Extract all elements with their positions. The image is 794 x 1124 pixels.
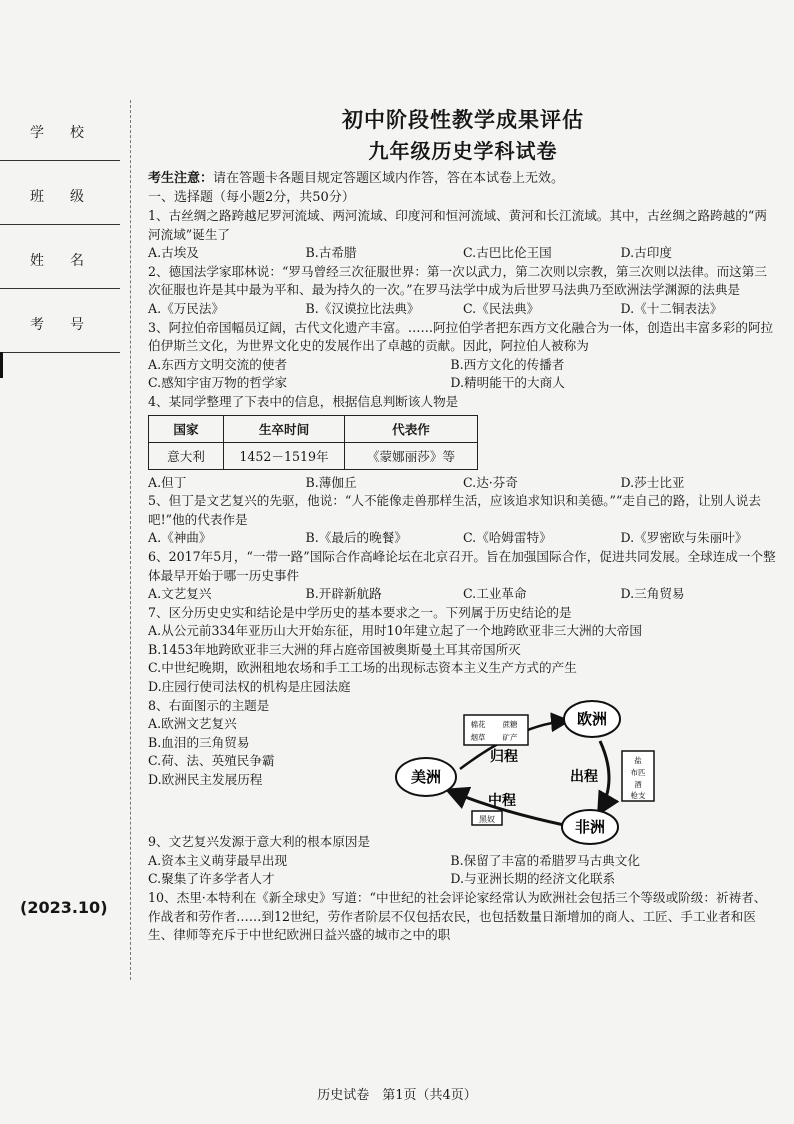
question-9-options — [148, 852, 778, 889]
question-5-options — [148, 529, 778, 548]
section-title: 一、选择题（每小题2分，共50分） — [148, 190, 355, 205]
return-good: 烟草 — [470, 733, 486, 743]
option-d[interactable]: D.庄园行使司法权的机构是庄园法庭 — [148, 679, 351, 695]
margin-mark — [0, 352, 3, 378]
option-b[interactable]: B.《最后的晚餐》 — [305, 530, 407, 546]
option-c[interactable]: C.《民法典》 — [463, 300, 540, 316]
option-a[interactable]: A.但丁 — [148, 474, 187, 490]
class-label: 班级 — [30, 189, 110, 205]
exam-number-field[interactable] — [0, 292, 120, 353]
option-b[interactable]: B.薄伽丘 — [305, 474, 357, 490]
option-c[interactable]: C.工业革命 — [463, 586, 527, 602]
notice-label: 考生注意： — [148, 171, 214, 186]
option-b[interactable]: B.《汉谟拉比法典》 — [305, 300, 420, 316]
option-a[interactable]: A.从公元前334年亚历山大开始东征，用时10年建立起了一个地跨欧亚非三大洲的大帝国 — [148, 623, 642, 639]
out-good: 枪支 — [630, 791, 646, 801]
person-info-table — [148, 415, 478, 470]
option-c[interactable]: C.聚集了许多学者人才 — [148, 871, 275, 887]
option-d[interactable]: D.《罗密欧与朱丽叶》 — [620, 530, 748, 546]
exam-number-label: 考号 — [30, 317, 110, 333]
option-c[interactable]: C.荷、法、英殖民争霸 — [148, 753, 275, 769]
america-label: 美洲 — [410, 768, 442, 787]
question-8-stem: 8、右面图示的主题是 — [148, 697, 270, 713]
option-b[interactable]: B.血泪的三角贸易 — [148, 734, 250, 750]
option-b[interactable]: B.开辟新航路 — [305, 586, 382, 602]
question-8-options — [148, 715, 368, 789]
name-label: 姓名 — [30, 253, 110, 269]
option-b[interactable]: B.1453年地跨欧亚非三大洲的拜占庭帝国被奥斯曼土耳其帝国所灭 — [148, 641, 521, 657]
question-6-stem: 6、2017年5月，“一带一路”国际合作高峰论坛在北京召开。旨在加强国际合作，促进共同发展。全球连成一个整体最早开始于哪一历史事件 — [148, 548, 776, 583]
option-a[interactable]: A.文艺复兴 — [148, 586, 212, 602]
page-subtitle: 九年级历史学科试卷 — [368, 139, 558, 163]
return-good: 矿产 — [502, 733, 518, 743]
return-good: 蔗糖 — [502, 720, 518, 730]
table-header-cell: 代表作 — [345, 415, 478, 442]
option-a[interactable]: A.《万民法》 — [148, 300, 225, 316]
option-d[interactable]: D.莎士比亚 — [620, 474, 685, 490]
option-a[interactable]: A.《神曲》 — [148, 530, 212, 546]
question-9-stem: 9、文艺复兴发源于意大利的根本原因是 — [148, 834, 371, 850]
question-3-options — [148, 356, 778, 393]
table-header-cell: 国家 — [149, 415, 224, 442]
page-title: 初中阶段性教学成果评估 — [342, 107, 584, 132]
question-3-stem: 3、阿拉伯帝国幅员辽阔，古代文化遗产丰富。……阿拉伯学者把东西方文化融合为一体，创造出丰富多彩的阿拉伯伊斯兰文化，为世界文化史的发展作出了卓越的贡献。因此，阿拉伯人被称为 — [148, 319, 774, 354]
return-good: 棉花 — [470, 720, 486, 730]
option-b[interactable]: B.保留了丰富的希腊罗马古典文化 — [450, 852, 640, 868]
question-1-stem: 1、古丝绸之路跨越尼罗河流域、两河流域、印度河和恒河流域、黄河和长江流域。其中，古丝绸之路跨越的“两河流域”诞生了 — [148, 208, 767, 242]
table-cell: 1452－1519年 — [224, 442, 345, 469]
exam-date: (2023.10) — [20, 898, 108, 917]
out-good: 布匹 — [630, 768, 646, 778]
option-d[interactable]: D.《十二铜表法》 — [620, 300, 723, 316]
triangular-trade-diagram — [368, 685, 658, 845]
exam-info-sidebar — [0, 100, 136, 980]
option-d[interactable]: D.古印度 — [620, 245, 672, 261]
table-header-row — [149, 415, 478, 442]
option-a[interactable]: A.东西方文明交流的使者 — [148, 356, 288, 372]
page-footer: 历史试卷 第1页（共4页） — [317, 1088, 477, 1103]
out-good: 酒 — [634, 780, 642, 790]
table-cell: 《蒙娜丽莎》等 — [345, 442, 478, 469]
option-a[interactable]: A.资本主义萌芽最早出现 — [148, 852, 288, 868]
question-2-stem: 2、德国法学家耶林说：“罗马曾经三次征服世界：第一次以武力，第二次则以宗教，第三次则以法律。而这第三次征服也许是其中最为平和、最为持久的一次。”在罗马法学中成为后世罗马法典乃至欧洲法学渊源的法典是 — [148, 263, 767, 298]
option-b[interactable]: B.古希腊 — [305, 245, 357, 261]
option-c[interactable]: C.中世纪晚期，欧洲租地农场和手工工场的出现标志资本主义生产方式的产生 — [148, 660, 577, 676]
out-leg-arrow — [600, 741, 609, 811]
question-4-stem: 4、某同学整理了下表中的信息，根据信息判断该人物是 — [148, 393, 459, 409]
question-5-stem: 5、但丁是文艺复兴的先驱，他说：“人不能像走兽那样生活，应该追求知识和美德。”“走自己的路，让别人说去吧!”他的代表作是 — [148, 493, 761, 527]
name-field[interactable] — [0, 228, 120, 289]
return-leg-label: 归程 — [490, 749, 518, 766]
option-a[interactable]: A.欧洲文艺复兴 — [148, 716, 237, 732]
question-2-options — [148, 300, 778, 319]
option-d[interactable]: D.与亚洲长期的经济文化联系 — [450, 871, 616, 887]
table-row — [149, 442, 478, 469]
out-leg-label: 出程 — [570, 769, 598, 786]
school-field[interactable] — [0, 100, 120, 161]
table-header-cell: 生卒时间 — [224, 415, 345, 442]
question-1-options — [148, 244, 778, 263]
option-c[interactable]: C.古巴比伦王国 — [463, 245, 552, 261]
class-field[interactable] — [0, 164, 120, 225]
question-8-body — [148, 710, 778, 837]
question-6-options — [148, 585, 778, 604]
exam-notice — [148, 169, 778, 188]
europe-label: 欧洲 — [576, 710, 608, 729]
option-d[interactable]: D.精明能干的大商人 — [450, 375, 565, 391]
question-10-stem: 10、杰里·本特利在《新全球史》写道：“中世纪的社会评论家经常认为欧洲社会包括三个等级或阶级：祈祷者、作战者和劳作者……到12世纪，劳作者阶层不仅包括农民，也包括数量日渐增加的商人、工匠、手工业者和医生、律师等充斥于中世纪欧洲日益兴盛的城市之中的职 — [148, 890, 767, 943]
middle-good: 黑奴 — [479, 815, 495, 825]
question-4-options — [148, 474, 778, 493]
middle-leg-label: 中程 — [488, 793, 516, 810]
seal-line — [130, 100, 131, 980]
option-a[interactable]: A.古埃及 — [148, 245, 199, 261]
option-b[interactable]: B.西方文化的传播者 — [450, 356, 565, 372]
notice-text: 请在答题卡各题目规定答题区域内作答，答在本试卷上无效。 — [213, 171, 565, 186]
option-d[interactable]: D.三角贸易 — [620, 586, 685, 602]
africa-label: 非洲 — [574, 818, 606, 837]
table-cell: 意大利 — [149, 442, 224, 469]
option-c[interactable]: C.感知宇宙万物的哲学家 — [148, 375, 288, 391]
out-good: 盐 — [634, 756, 642, 766]
exam-paper — [148, 105, 778, 945]
option-c[interactable]: C.达·芬奇 — [463, 474, 518, 490]
school-label: 学校 — [30, 125, 110, 141]
option-d[interactable]: D.欧洲民主发展历程 — [148, 772, 263, 788]
option-c[interactable]: C.《哈姆雷特》 — [463, 530, 552, 546]
question-7-stem: 7、区分历史史实和结论是中学历史的基本要求之一。下列属于历史结论的是 — [148, 604, 572, 620]
